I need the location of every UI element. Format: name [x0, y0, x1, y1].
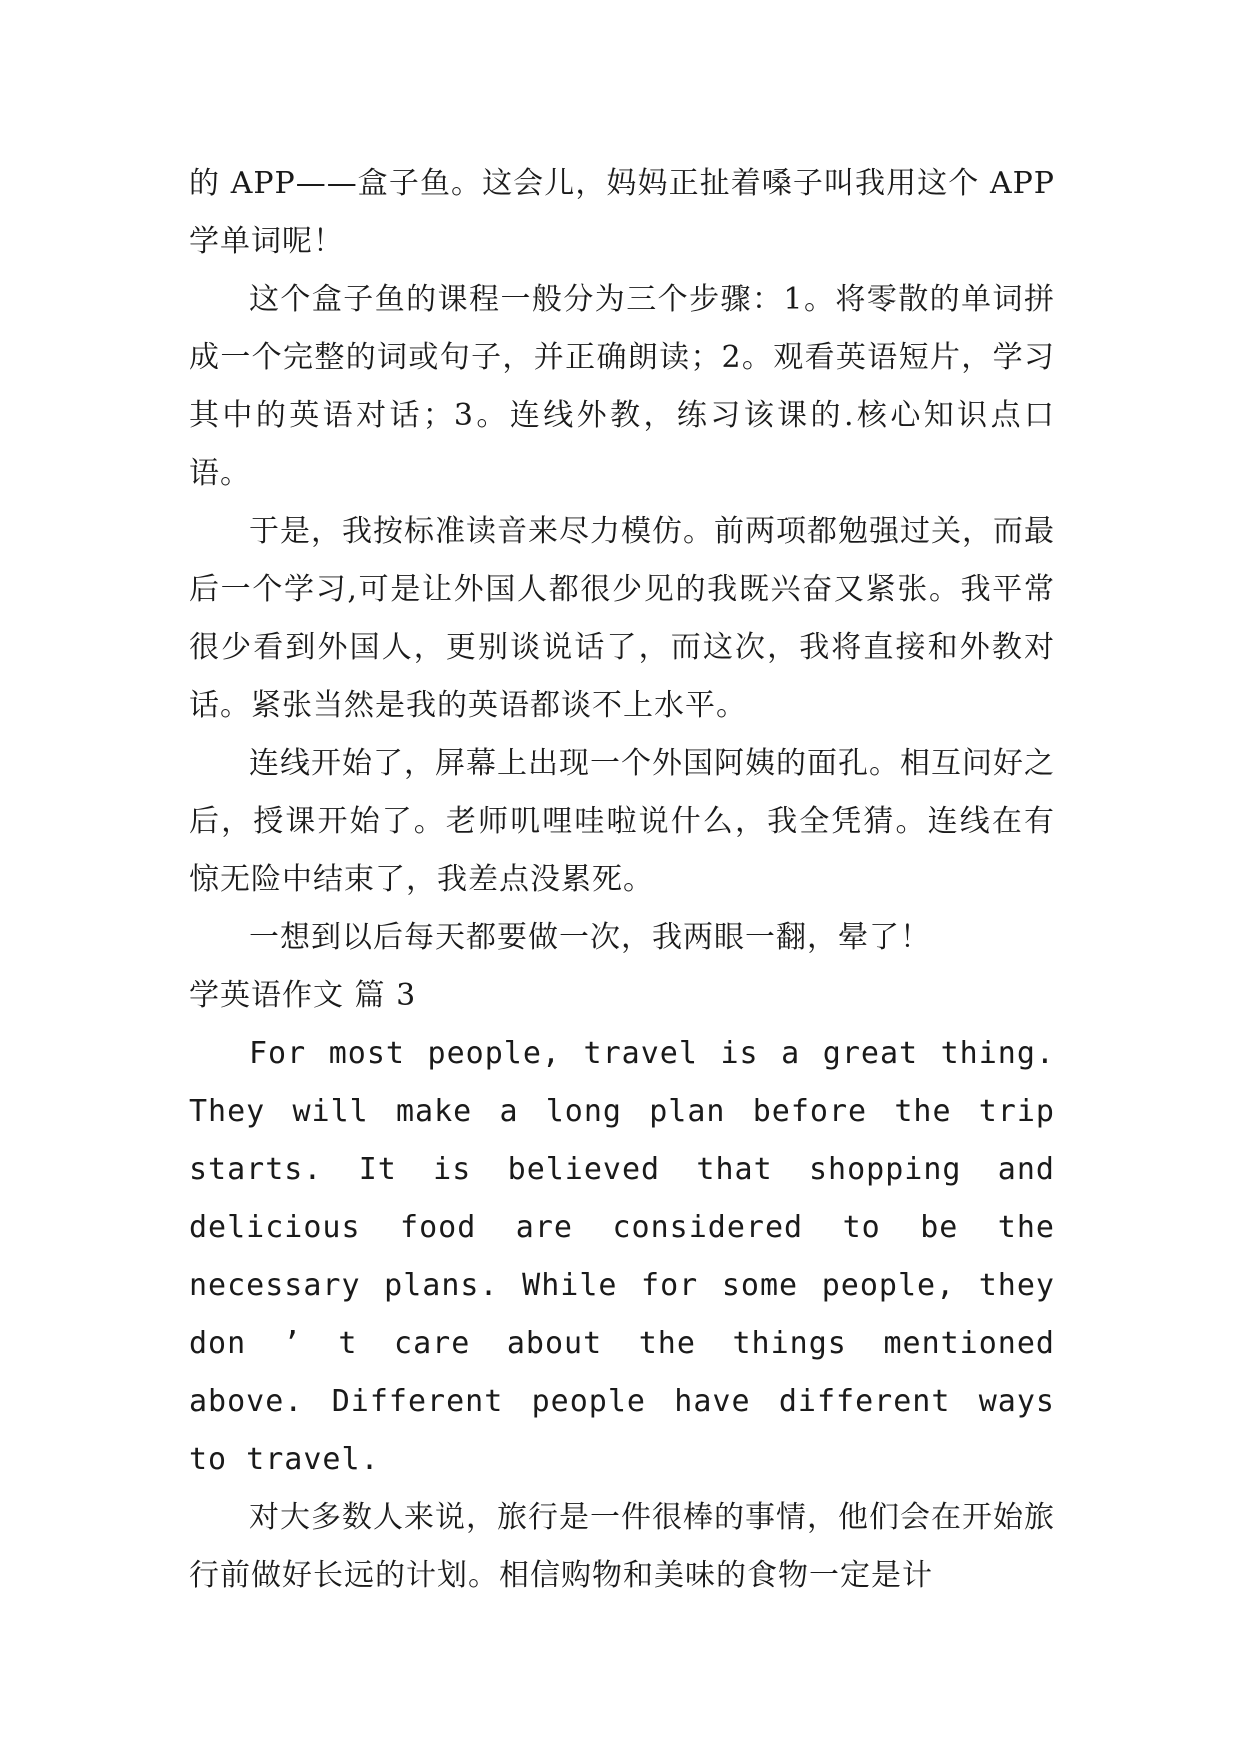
paragraph-conclusion: 一想到以后每天都要做一次，我两眼一翻，晕了！	[249, 920, 931, 955]
section-heading: 学英语作文 篇 3	[189, 978, 417, 1013]
paragraph-continuation: 的 APP——盒子鱼。这会儿，妈妈正扯着嗓子叫我用这个 APP 学单词呢！	[189, 166, 1055, 259]
paragraph-translation: 对大多数人来说，旅行是一件很棒的事情，他们会在开始旅行前做好长远的计划。相信购物和美味的食物一定是计	[189, 1500, 1055, 1593]
paragraph-english-essay: For most people, travel is a great thing. They will make a long plan before the trip starts. It is believed that shopping and delicious food are considered to be the necessary plans. While for some people, they don ’ t care about the things mentioned above. Different people have different ways to travel.	[189, 1036, 1055, 1477]
document-body	[189, 155, 1055, 1605]
paragraph-connection: 连线开始了，屏幕上出现一个外国阿姨的面孔。相互问好之后，授课开始了。老师叽哩哇啦说什么，我全凭猜。连线在有惊无险中结束了，我差点没累死。	[189, 746, 1055, 897]
paragraph-imitation: 于是，我按标准读音来尽力模仿。前两项都勉强过关，而最后一个学习,可是让外国人都很少见的我既兴奋又紧张。我平常很少看到外国人，更别谈说话了，而这次，我将直接和外教对话。紧张当然是我的英语都谈不上水平。	[189, 514, 1055, 723]
paragraph-course-steps: 这个盒子鱼的课程一般分为三个步骤：1。将零散的单词拼成一个完整的词或句子，并正确朗读；2。观看英语短片，学习其中的英语对话；3。连线外教，练习该课的.核心知识点口语。	[189, 282, 1055, 491]
